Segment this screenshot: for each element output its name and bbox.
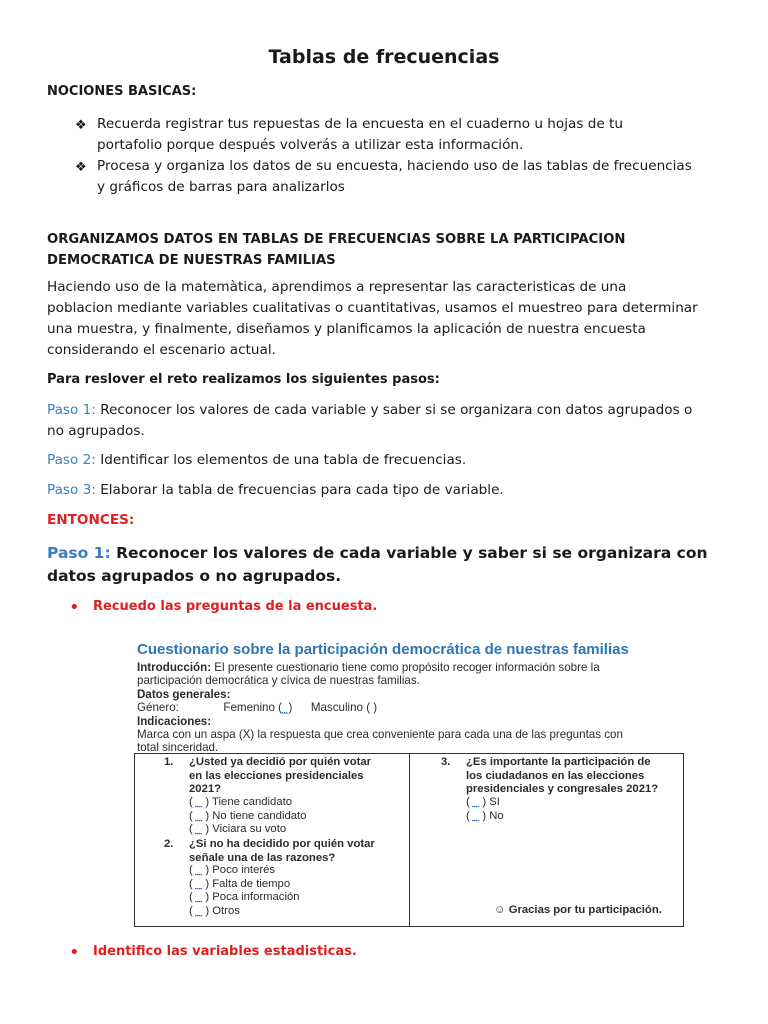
question-number: 3.: [441, 756, 451, 768]
question-line: en las elecciones presidenciales: [189, 769, 364, 782]
step-text: Reconocer los valores de cada variable y saber si se organizara con datos agrupados o: [95, 402, 693, 418]
paragraph-line: una muestra, y finalmente, diseñamos y planificamos la aplicación de nuestra encuesta: [47, 321, 646, 337]
option-prefix: (: [189, 891, 196, 903]
question-line: 2021?: [189, 783, 222, 795]
datos-label: Datos generales:: [137, 687, 231, 701]
option-label: Viciara su voto: [212, 823, 287, 835]
paragraph-line: poblacion mediante variables cualitativas o cuantitativas, usamos el muestreo para determinar: [47, 300, 698, 316]
answer-option: [189, 891, 419, 905]
option-suffix: ): [202, 877, 210, 890]
indicaciones-label: Indicaciones:: [137, 714, 212, 728]
option-prefix: (: [189, 877, 196, 890]
question-line: señale una de las razones?: [189, 851, 336, 864]
answer-option: [189, 878, 419, 892]
option-label: Falta de tiempo: [212, 877, 291, 890]
option-suffix: ): [479, 796, 487, 808]
step-2: [47, 450, 466, 471]
indicaciones-text: total sinceridad.: [137, 741, 219, 755]
option-suffix: ): [202, 823, 210, 835]
option-prefix: (: [466, 796, 473, 808]
genero-label: Género:: [137, 701, 179, 715]
intro-label: Introducción:: [137, 661, 212, 674]
questionnaire-title: Cuestionario sobre la participación democrática de nuestras familias: [137, 641, 629, 658]
diamond-bullet-icon: ❖: [75, 118, 87, 133]
option-mark: _: [195, 904, 203, 917]
questionnaire-header: [137, 661, 697, 755]
option-label: No tiene candidato: [212, 809, 307, 822]
femenino-mark: _: [282, 701, 289, 715]
entonces-label: ENTONCES:: [47, 512, 135, 528]
option-label: Poca información: [212, 891, 300, 903]
thanks-line: [494, 904, 662, 918]
step-3: [47, 480, 504, 501]
paragraph-line: Haciendo uso de la matemàtica, aprendimos a representar las caracteristicas de una: [47, 279, 627, 295]
paragraph-line: considerando el escenario actual.: [47, 342, 276, 358]
option-suffix: ): [202, 864, 210, 876]
answer-option: [466, 796, 666, 810]
intro-paragraph: [47, 277, 747, 361]
option-label: Poco interés: [212, 864, 276, 876]
question-line: ¿Usted ya decidió por quién votar: [189, 756, 372, 768]
femenino-option: Femenino (: [223, 701, 283, 715]
bullet-item: [75, 114, 737, 156]
answer-option: [189, 905, 419, 919]
question-number: 1.: [164, 756, 174, 768]
steps-heading: Para reslover el reto realizamos los siguientes pasos:: [47, 372, 440, 387]
option-prefix: (: [189, 904, 196, 917]
bullet-list: [75, 114, 737, 198]
section-heading-line: DEMOCRATICA DE NUESTRAS FAMILIAS: [47, 253, 336, 268]
masculino-option: Masculino ( ): [310, 701, 378, 715]
step-text: Elaborar la tabla de frecuencias para cada tipo de variable.: [95, 482, 504, 498]
bullet-line: Procesa y organiza los datos de su encuesta, haciendo uso de las tablas de frecuencias: [97, 158, 692, 174]
answer-option: [189, 810, 419, 824]
indicaciones-text: Marca con un aspa (X) la respuesta que crea conveniente para cada una de las preguntas con: [137, 728, 623, 742]
section-heading: [47, 229, 625, 271]
step-1: [47, 400, 747, 442]
option-label: Otros: [212, 904, 240, 917]
diamond-bullet-icon: ❖: [75, 160, 87, 175]
option-mark: _: [195, 864, 203, 876]
nociones-heading: NOCIONES BASICAS:: [47, 84, 197, 99]
option-mark: _: [472, 796, 480, 808]
step-text: no agrupados.: [47, 423, 145, 439]
option-label: SI: [489, 796, 500, 808]
option-label: Tiene candidato: [212, 796, 293, 808]
paso1-text: Reconocer los valores de cada variable y saber si se organizara con: [110, 544, 708, 562]
recuerdo-text: Recuedo las preguntas de la encuesta.: [93, 599, 378, 614]
identifico-text: Identifico las variables estadisticas.: [93, 944, 357, 959]
step-label: Paso 1:: [47, 402, 96, 418]
section-heading-line: ORGANIZAMOS DATOS EN TABLAS DE FRECUENCIAS SOBRE LA PARTICIPACION: [47, 232, 626, 247]
bullet-dot-icon: •: [69, 597, 80, 618]
answer-option: [189, 796, 419, 810]
intro-text: participación democrática y cívica de nuestras familias.: [137, 674, 420, 688]
step-label: Paso 3:: [47, 482, 96, 498]
page-title: Tablas de frecuencias: [268, 46, 500, 68]
option-mark: _: [195, 823, 203, 835]
answer-option: [189, 864, 419, 878]
option-suffix: ): [202, 891, 210, 903]
question-line: presidenciales y congresales 2021?: [466, 783, 659, 795]
bullet-line: y gráficos de barras para analizarlos: [97, 179, 345, 195]
option-prefix: (: [189, 809, 196, 822]
paso1-heading: [47, 542, 757, 588]
option-prefix: (: [466, 809, 473, 822]
option-prefix: (: [189, 796, 196, 808]
paso1-text: datos agrupados o no agrupados.: [47, 567, 342, 585]
option-mark: _: [195, 877, 203, 890]
paso1-label: Paso 1:: [47, 544, 111, 562]
thanks-text: Gracias por tu participación.: [508, 904, 662, 916]
smiley-icon: ☺: [494, 904, 506, 916]
option-suffix: ): [202, 809, 210, 822]
femenino-close: ): [288, 701, 293, 715]
bullet-line: portafolio porque después volverás a utilizar esta información.: [97, 137, 524, 153]
option-mark: _: [472, 809, 480, 822]
bullet-item: [75, 156, 737, 198]
question-number: 2.: [164, 838, 174, 850]
option-mark: _: [195, 796, 203, 808]
option-suffix: ): [202, 904, 210, 917]
question-line: ¿Si no ha decidido por quién votar: [189, 838, 375, 850]
step-text: Identificar los elementos de una tabla de frecuencias.: [95, 452, 467, 468]
option-prefix: (: [189, 864, 196, 876]
option-suffix: ): [202, 796, 210, 808]
option-prefix: (: [189, 823, 196, 835]
bullet-dot-icon: •: [69, 942, 80, 963]
answer-option: [466, 810, 666, 824]
question-line: los ciudadanos en las elecciones: [466, 769, 645, 782]
answer-option: [189, 823, 419, 837]
option-mark: _: [195, 891, 203, 903]
option-mark: _: [195, 809, 203, 822]
intro-text: El presente cuestionario tiene como propósito recoger información sobre la: [211, 661, 600, 674]
step-label: Paso 2:: [47, 452, 96, 468]
option-label: No: [489, 809, 504, 822]
question-line: ¿Es importante la participación de: [466, 756, 651, 768]
option-suffix: ): [479, 809, 487, 822]
bullet-line: Recuerda registrar tus repuestas de la encuesta en el cuaderno u hojas de tu: [97, 116, 623, 132]
